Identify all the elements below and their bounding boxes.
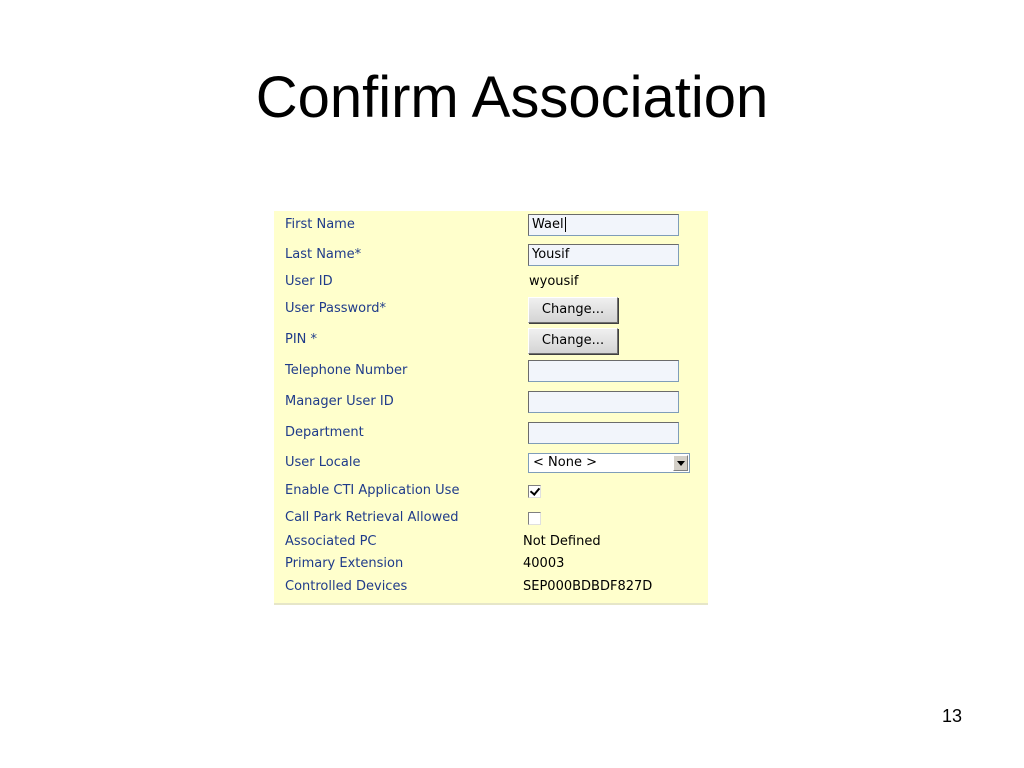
pin-row [274, 328, 708, 352]
primary-extension-label: Primary Extension [285, 556, 404, 571]
controlled-devices-row [274, 575, 708, 599]
change-pin-button[interactable]: Change... [528, 328, 618, 354]
user-id-label: User ID [285, 274, 333, 289]
enable-cti-row [274, 479, 708, 503]
controlled-devices-label: Controlled Devices [285, 579, 408, 594]
primary-extension-value: 40003 [523, 556, 565, 571]
user-locale-selected: < None > [533, 455, 597, 470]
user-locale-label: User Locale [285, 455, 361, 470]
first-name-value: Wael [532, 217, 564, 232]
department-row [274, 421, 708, 445]
user-id-row [274, 270, 708, 294]
pin-label: PIN * [285, 332, 318, 347]
slide-title: Confirm Association [255, 65, 769, 130]
associated-pc-row [274, 530, 708, 554]
primary-extension-row [274, 552, 708, 576]
last-name-label: Last Name* [285, 247, 362, 262]
last-name-input[interactable] [528, 244, 679, 266]
department-label: Department [285, 425, 364, 440]
first-name-input[interactable] [528, 214, 679, 236]
associated-pc-label: Associated PC [285, 534, 377, 549]
first-name-label: First Name [285, 217, 355, 232]
user-password-row [274, 297, 708, 321]
first-name-row [274, 213, 708, 237]
chevron-down-icon[interactable] [673, 455, 688, 471]
manager-user-id-input[interactable] [528, 391, 679, 413]
text-cursor [565, 217, 566, 232]
department-input[interactable] [528, 422, 679, 444]
associated-pc-value: Not Defined [523, 534, 601, 549]
change-password-button[interactable]: Change... [528, 297, 618, 323]
last-name-value: Yousif [532, 247, 570, 262]
user-locale-select[interactable] [528, 453, 690, 473]
last-name-row [274, 243, 708, 267]
user-form-panel [274, 211, 708, 605]
controlled-devices-value: SEP000BDBDF827D [523, 579, 653, 594]
enable-cti-label: Enable CTI Application Use [285, 483, 460, 498]
manager-user-id-row [274, 390, 708, 414]
manager-user-id-label: Manager User ID [285, 394, 394, 409]
call-park-checkbox[interactable] [528, 512, 541, 525]
telephone-number-label: Telephone Number [285, 363, 408, 378]
slide-number: 13 [941, 706, 962, 726]
user-id-value: wyousif [529, 274, 579, 289]
call-park-label: Call Park Retrieval Allowed [285, 510, 459, 525]
user-locale-row [274, 451, 708, 475]
call-park-row [274, 506, 708, 530]
telephone-number-row [274, 359, 708, 383]
user-password-label: User Password* [285, 301, 386, 316]
enable-cti-checkbox[interactable] [528, 485, 541, 498]
telephone-number-input[interactable] [528, 360, 679, 382]
